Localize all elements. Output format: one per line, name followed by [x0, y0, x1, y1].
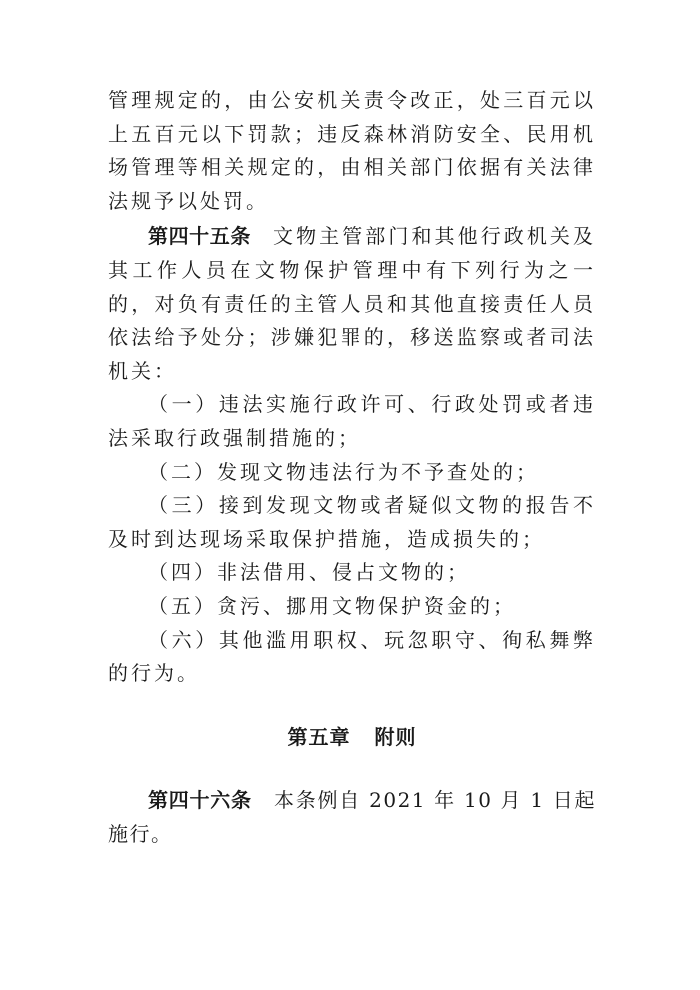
article-45-text: 文物主管部门和其他行政机关及其工作人员在文物保护管理中有下列行为之一的，对负有责任的主管人员和其他直接责任人员依法给予处分；涉嫌犯罪的，移送监察或者司法机关： [108, 224, 597, 383]
paragraph-continuation: 管理规定的，由公安机关责令改正，处三百元以上五百元以下罚款；违反森林消防安全、民用机场管理等相关规定的，由相关部门依据有关法律法规予以处罚。 [108, 88, 596, 213]
list-item-1: （一）违法实施行政许可、行政处罚或者违法采取行政强制措施的； [108, 392, 596, 450]
chapter-heading [108, 721, 596, 755]
chapter-number: 第五章 [287, 724, 351, 749]
list-item-2: （二）发现文物违法行为不予查处的； [148, 459, 539, 484]
article-46-text: 本条例自 2021 年 10 月 1 日起施行。 [108, 788, 597, 846]
article-45-heading: 第四十五条 [148, 224, 251, 249]
list-item-4: （四）非法借用、侵占文物的； [148, 560, 470, 585]
document-page [108, 84, 596, 851]
list-item-3: （三）接到发现文物或者疑似文物的报告不及时到达现场采取保护措施，造成损失的； [108, 493, 596, 551]
chapter-title: 附则 [374, 724, 417, 749]
list-item-6: （六）其他滥用职权、玩忽职守、徇私舞弊的行为。 [108, 627, 596, 686]
article-45 [108, 220, 596, 388]
list-item-5: （五）贪污、挪用文物保护资金的； [148, 593, 516, 618]
article-46-heading: 第四十六条 [148, 788, 252, 813]
article-46 [108, 784, 596, 851]
